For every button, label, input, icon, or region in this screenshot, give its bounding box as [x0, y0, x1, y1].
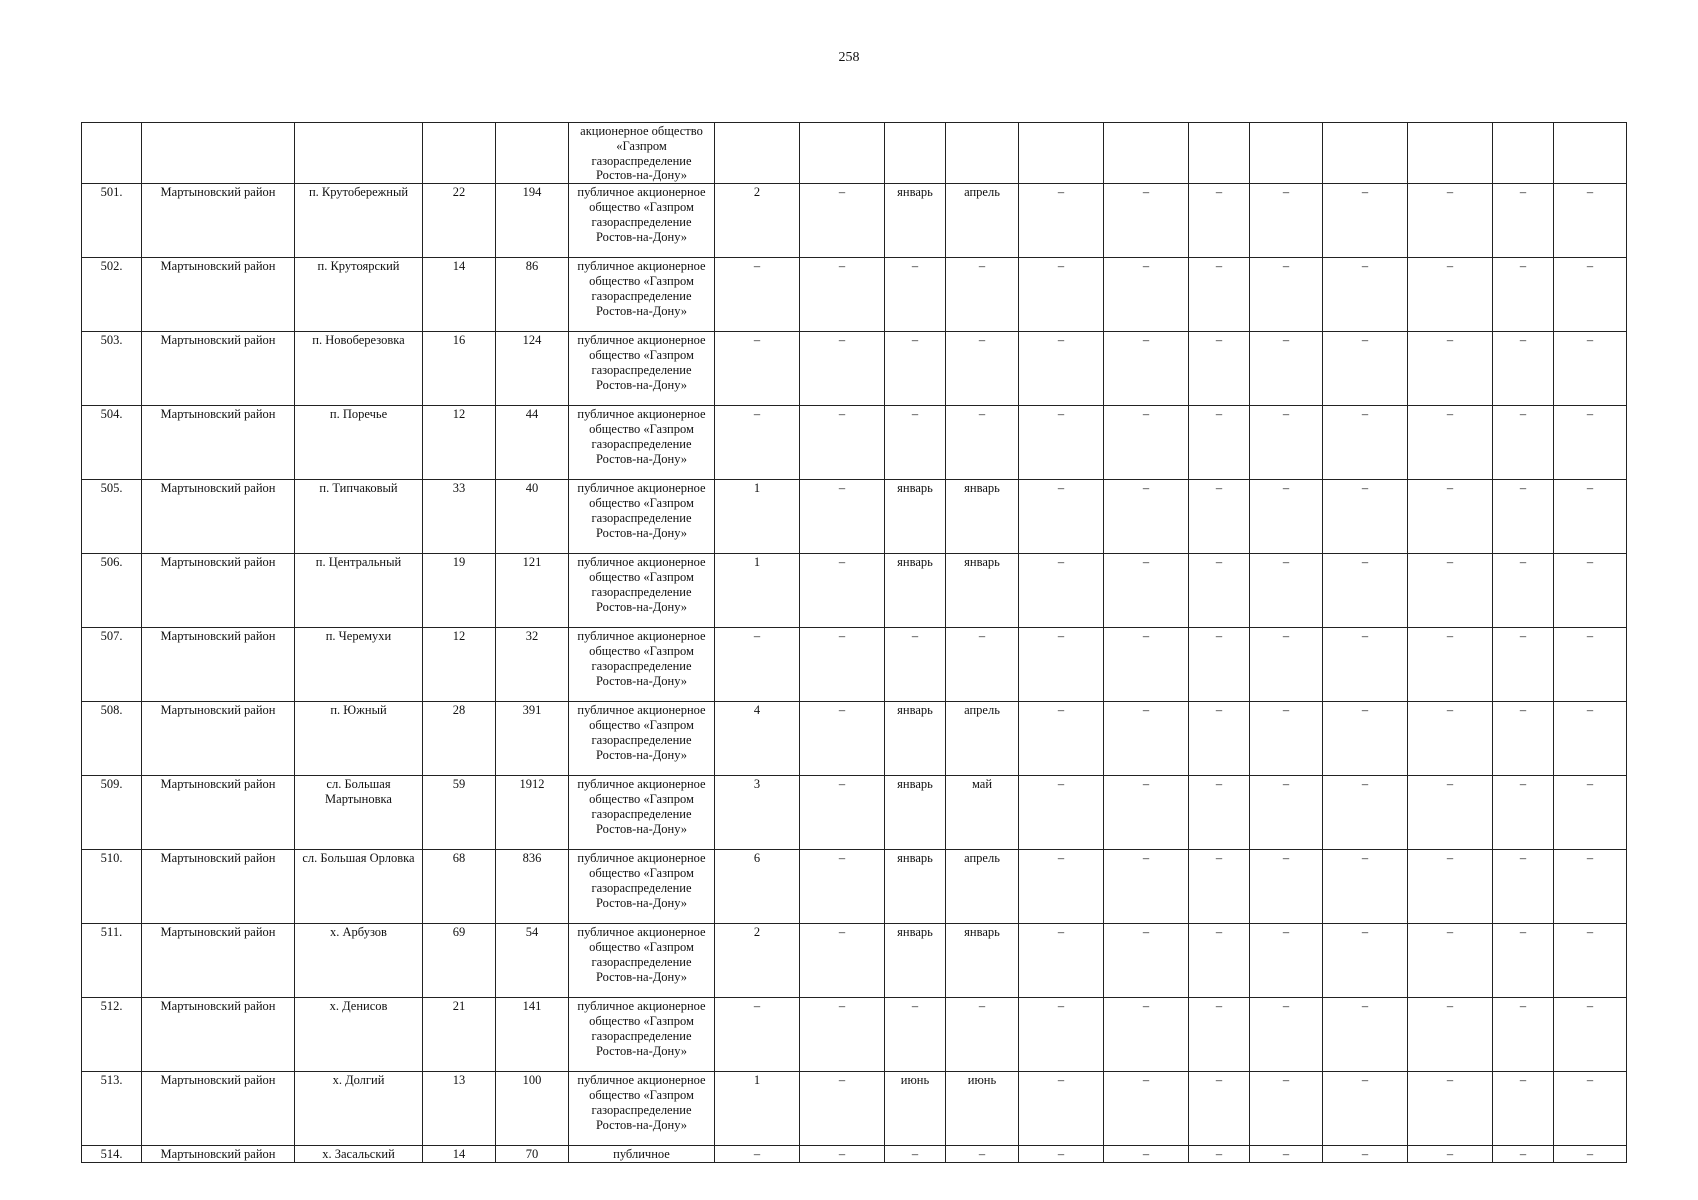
cell-col13: – [1189, 1072, 1250, 1146]
cell-organization: публичное акционерное общество «Газпром газораспределение Ростов-на-Дону» [569, 406, 715, 480]
table-row [82, 258, 1627, 332]
cell-settlement: п. Центральный [295, 554, 423, 628]
table-row [82, 776, 1627, 850]
cell-number: 510. [82, 850, 142, 924]
cell-organization: публичное акционерное общество «Газпром газораспределение Ростов-на-Дону» [569, 480, 715, 554]
cell-col17: – [1493, 184, 1554, 258]
cell-col8: – [800, 850, 885, 924]
cell-col13: – [1189, 628, 1250, 702]
cell-col7: 6 [715, 850, 800, 924]
cell-end-month: апрель [946, 702, 1019, 776]
table-row [82, 702, 1627, 776]
cell-start-month: – [885, 998, 946, 1072]
table-body [82, 123, 1627, 1163]
cell-col7: 3 [715, 776, 800, 850]
cell-col12: – [1104, 850, 1189, 924]
cell-col7: – [715, 998, 800, 1072]
table-row [82, 628, 1627, 702]
cell-col5: 70 [496, 1146, 569, 1163]
cell-col7: 4 [715, 702, 800, 776]
cell-number: 511. [82, 924, 142, 998]
table-row [82, 554, 1627, 628]
cell-empty [295, 123, 423, 184]
cell-col4: 59 [423, 776, 496, 850]
cell-empty [1189, 123, 1250, 184]
cell-district: Мартыновский район [142, 480, 295, 554]
page-number: 258 [838, 50, 860, 65]
cell-col15: – [1323, 554, 1408, 628]
cell-settlement: п. Новоберезовка [295, 332, 423, 406]
cell-organization: публичное акционерное общество «Газпром газораспределение Ростов-на-Дону» [569, 998, 715, 1072]
cell-number: 501. [82, 184, 142, 258]
cell-col15: – [1323, 184, 1408, 258]
cell-col16: – [1408, 850, 1493, 924]
cell-col18: – [1554, 258, 1627, 332]
cell-col8: – [800, 332, 885, 406]
cell-number: 506. [82, 554, 142, 628]
cell-col11: – [1019, 702, 1104, 776]
cell-col5: 141 [496, 998, 569, 1072]
cell-col17: – [1493, 924, 1554, 998]
cell-col8: – [800, 628, 885, 702]
cell-col4: 69 [423, 924, 496, 998]
cell-district: Мартыновский район [142, 850, 295, 924]
cell-col16: – [1408, 184, 1493, 258]
cell-settlement: х. Долгий [295, 1072, 423, 1146]
table-row [82, 1072, 1627, 1146]
cell-settlement: п. Поречье [295, 406, 423, 480]
cell-col5: 836 [496, 850, 569, 924]
cell-settlement: п. Крутобережный [295, 184, 423, 258]
cell-col5: 40 [496, 480, 569, 554]
cell-col17: – [1493, 480, 1554, 554]
cell-district: Мартыновский район [142, 776, 295, 850]
cell-col4: 13 [423, 1072, 496, 1146]
cell-settlement: сл. Большая Орловка [295, 850, 423, 924]
cell-empty [1554, 123, 1627, 184]
cell-number: 502. [82, 258, 142, 332]
cell-col4: 14 [423, 1146, 496, 1163]
cell-number: 505. [82, 480, 142, 554]
cell-start-month: январь [885, 480, 946, 554]
cell-col17: – [1493, 1072, 1554, 1146]
cell-col13: – [1189, 184, 1250, 258]
cell-col4: 16 [423, 332, 496, 406]
cell-col13: – [1189, 998, 1250, 1072]
cell-start-month: январь [885, 554, 946, 628]
cell-col4: 21 [423, 998, 496, 1072]
cell-district: Мартыновский район [142, 184, 295, 258]
cell-col14: – [1250, 850, 1323, 924]
cell-start-month: январь [885, 776, 946, 850]
cell-empty [496, 123, 569, 184]
cell-col16: – [1408, 776, 1493, 850]
cell-end-month: апрель [946, 850, 1019, 924]
cell-col15: – [1323, 406, 1408, 480]
cell-col8: – [800, 1146, 885, 1163]
cell-organization: публичное акционерное общество «Газпром газораспределение Ростов-на-Дону» [569, 258, 715, 332]
cell-col5: 124 [496, 332, 569, 406]
cell-col17: – [1493, 776, 1554, 850]
cell-organization: публичное акционерное общество «Газпром газораспределение Ростов-на-Дону» [569, 924, 715, 998]
cell-district: Мартыновский район [142, 1146, 295, 1163]
table-row [82, 480, 1627, 554]
cell-empty [1323, 123, 1408, 184]
cell-col12: – [1104, 1072, 1189, 1146]
cell-district: Мартыновский район [142, 1072, 295, 1146]
cell-col11: – [1019, 776, 1104, 850]
cell-col13: – [1189, 406, 1250, 480]
cell-col17: – [1493, 258, 1554, 332]
cell-end-month: – [946, 998, 1019, 1072]
data-table [81, 122, 1627, 1163]
cell-end-month: – [946, 332, 1019, 406]
cell-district: Мартыновский район [142, 924, 295, 998]
cell-col7: 1 [715, 1072, 800, 1146]
cell-col15: – [1323, 924, 1408, 998]
cell-col16: – [1408, 998, 1493, 1072]
cell-col17: – [1493, 406, 1554, 480]
cell-col18: – [1554, 776, 1627, 850]
cell-col14: – [1250, 554, 1323, 628]
cell-number: 513. [82, 1072, 142, 1146]
cell-col14: – [1250, 924, 1323, 998]
cell-col17: – [1493, 332, 1554, 406]
cell-col4: 22 [423, 184, 496, 258]
cell-col13: – [1189, 554, 1250, 628]
cell-col15: – [1323, 258, 1408, 332]
cell-start-month: – [885, 406, 946, 480]
cell-col8: – [800, 406, 885, 480]
cell-col8: – [800, 258, 885, 332]
cell-col5: 100 [496, 1072, 569, 1146]
cell-col8: – [800, 924, 885, 998]
cell-start-month: январь [885, 924, 946, 998]
cell-col7: – [715, 406, 800, 480]
cell-col18: – [1554, 924, 1627, 998]
cell-start-month: январь [885, 702, 946, 776]
cell-col11: – [1019, 406, 1104, 480]
cell-start-month: – [885, 1146, 946, 1163]
cell-col13: – [1189, 702, 1250, 776]
cell-col14: – [1250, 258, 1323, 332]
cell-col5: 44 [496, 406, 569, 480]
table-row [82, 998, 1627, 1072]
cell-col16: – [1408, 702, 1493, 776]
cell-col14: – [1250, 332, 1323, 406]
table-row [82, 1146, 1627, 1163]
cell-organization: публичное акционерное общество «Газпром газораспределение Ростов-на-Дону» [569, 554, 715, 628]
cell-col5: 86 [496, 258, 569, 332]
cell-col4: 19 [423, 554, 496, 628]
cell-col12: – [1104, 924, 1189, 998]
cell-settlement: х. Засальский [295, 1146, 423, 1163]
cell-col13: – [1189, 776, 1250, 850]
cell-organization: акционерное общество «Газпром газораспределение Ростов-на-Дону» [569, 123, 715, 184]
cell-col17: – [1493, 702, 1554, 776]
table-row [82, 332, 1627, 406]
cell-col18: – [1554, 480, 1627, 554]
cell-end-month: июнь [946, 1072, 1019, 1146]
cell-col13: – [1189, 258, 1250, 332]
cell-col17: – [1493, 850, 1554, 924]
cell-col4: 12 [423, 628, 496, 702]
cell-col17: – [1493, 628, 1554, 702]
cell-organization: публичное [569, 1146, 715, 1163]
cell-col12: – [1104, 554, 1189, 628]
cell-col11: – [1019, 480, 1104, 554]
cell-organization: публичное акционерное общество «Газпром газораспределение Ростов-на-Дону» [569, 184, 715, 258]
cell-col7: 2 [715, 184, 800, 258]
cell-col15: – [1323, 776, 1408, 850]
cell-col15: – [1323, 1146, 1408, 1163]
cell-district: Мартыновский район [142, 554, 295, 628]
cell-col14: – [1250, 1072, 1323, 1146]
cell-col12: – [1104, 998, 1189, 1072]
cell-col7: – [715, 628, 800, 702]
cell-col17: – [1493, 554, 1554, 628]
cell-col4: 68 [423, 850, 496, 924]
cell-end-month: апрель [946, 184, 1019, 258]
cell-end-month: – [946, 406, 1019, 480]
cell-col7: 2 [715, 924, 800, 998]
cell-col16: – [1408, 480, 1493, 554]
cell-empty [423, 123, 496, 184]
cell-col15: – [1323, 332, 1408, 406]
cell-empty [142, 123, 295, 184]
cell-col18: – [1554, 702, 1627, 776]
cell-col4: 12 [423, 406, 496, 480]
cell-col15: – [1323, 998, 1408, 1072]
cell-col13: – [1189, 1146, 1250, 1163]
cell-empty [1019, 123, 1104, 184]
cell-organization: публичное акционерное общество «Газпром газораспределение Ростов-на-Дону» [569, 1072, 715, 1146]
cell-col4: 14 [423, 258, 496, 332]
cell-start-month: январь [885, 850, 946, 924]
cell-col16: – [1408, 1146, 1493, 1163]
cell-number: 503. [82, 332, 142, 406]
cell-empty [82, 123, 142, 184]
cell-end-month: – [946, 1146, 1019, 1163]
cell-col18: – [1554, 850, 1627, 924]
cell-empty [715, 123, 800, 184]
cell-col18: – [1554, 332, 1627, 406]
cell-col14: – [1250, 702, 1323, 776]
cell-col16: – [1408, 628, 1493, 702]
cell-col7: 1 [715, 480, 800, 554]
cell-district: Мартыновский район [142, 998, 295, 1072]
cell-col12: – [1104, 406, 1189, 480]
cell-col5: 32 [496, 628, 569, 702]
table-row [82, 184, 1627, 258]
cell-col7: – [715, 332, 800, 406]
cell-col16: – [1408, 406, 1493, 480]
cell-col15: – [1323, 628, 1408, 702]
cell-number: 507. [82, 628, 142, 702]
cell-district: Мартыновский район [142, 406, 295, 480]
cell-district: Мартыновский район [142, 332, 295, 406]
cell-col18: – [1554, 628, 1627, 702]
cell-empty [946, 123, 1019, 184]
table-row [82, 850, 1627, 924]
cell-district: Мартыновский район [142, 628, 295, 702]
cell-start-month: июнь [885, 1072, 946, 1146]
cell-empty [885, 123, 946, 184]
cell-col8: – [800, 776, 885, 850]
cell-col14: – [1250, 184, 1323, 258]
cell-col12: – [1104, 332, 1189, 406]
cell-col11: – [1019, 554, 1104, 628]
table-row [82, 406, 1627, 480]
table-row [82, 924, 1627, 998]
cell-col16: – [1408, 258, 1493, 332]
cell-col14: – [1250, 406, 1323, 480]
cell-col11: – [1019, 184, 1104, 258]
cell-col18: – [1554, 998, 1627, 1072]
cell-col7: 1 [715, 554, 800, 628]
cell-col5: 54 [496, 924, 569, 998]
cell-col13: – [1189, 332, 1250, 406]
cell-col14: – [1250, 480, 1323, 554]
cell-col7: – [715, 1146, 800, 1163]
cell-number: 508. [82, 702, 142, 776]
cell-col11: – [1019, 850, 1104, 924]
cell-col14: – [1250, 628, 1323, 702]
cell-col4: 28 [423, 702, 496, 776]
cell-col15: – [1323, 850, 1408, 924]
cell-district: Мартыновский район [142, 258, 295, 332]
cell-organization: публичное акционерное общество «Газпром газораспределение Ростов-на-Дону» [569, 702, 715, 776]
cell-start-month: – [885, 258, 946, 332]
cell-col16: – [1408, 332, 1493, 406]
cell-number: 514. [82, 1146, 142, 1163]
cell-col12: – [1104, 480, 1189, 554]
cell-col11: – [1019, 924, 1104, 998]
cell-col14: – [1250, 998, 1323, 1072]
cell-end-month: май [946, 776, 1019, 850]
cell-col11: – [1019, 998, 1104, 1072]
cell-col18: – [1554, 1072, 1627, 1146]
cell-col8: – [800, 480, 885, 554]
cell-empty [1250, 123, 1323, 184]
cell-col8: – [800, 554, 885, 628]
cell-col4: 33 [423, 480, 496, 554]
cell-col16: – [1408, 924, 1493, 998]
cell-number: 504. [82, 406, 142, 480]
cell-empty [1104, 123, 1189, 184]
cell-col11: – [1019, 332, 1104, 406]
cell-col7: – [715, 258, 800, 332]
cell-col14: – [1250, 776, 1323, 850]
cell-col11: – [1019, 1072, 1104, 1146]
cell-number: 512. [82, 998, 142, 1072]
cell-col12: – [1104, 702, 1189, 776]
cell-col18: – [1554, 184, 1627, 258]
cell-col18: – [1554, 1146, 1627, 1163]
cell-col14: – [1250, 1146, 1323, 1163]
cell-start-month: январь [885, 184, 946, 258]
cell-end-month: январь [946, 924, 1019, 998]
cell-col5: 391 [496, 702, 569, 776]
cell-empty [1408, 123, 1493, 184]
cell-col15: – [1323, 1072, 1408, 1146]
cell-organization: публичное акционерное общество «Газпром газораспределение Ростов-на-Дону» [569, 628, 715, 702]
cell-col11: – [1019, 628, 1104, 702]
cell-number: 509. [82, 776, 142, 850]
cell-end-month: – [946, 258, 1019, 332]
cell-settlement: п. Черемухи [295, 628, 423, 702]
cell-settlement: п. Южный [295, 702, 423, 776]
cell-district: Мартыновский район [142, 702, 295, 776]
cell-col18: – [1554, 554, 1627, 628]
cell-col8: – [800, 702, 885, 776]
cell-col8: – [800, 1072, 885, 1146]
cell-start-month: – [885, 332, 946, 406]
cell-col5: 194 [496, 184, 569, 258]
cell-col5: 121 [496, 554, 569, 628]
cell-col16: – [1408, 554, 1493, 628]
cell-col5: 1912 [496, 776, 569, 850]
cell-end-month: январь [946, 480, 1019, 554]
cell-col12: – [1104, 776, 1189, 850]
cell-col11: – [1019, 1146, 1104, 1163]
cell-col12: – [1104, 184, 1189, 258]
cell-col16: – [1408, 1072, 1493, 1146]
cell-col15: – [1323, 702, 1408, 776]
cell-start-month: – [885, 628, 946, 702]
cell-col18: – [1554, 406, 1627, 480]
cell-col8: – [800, 184, 885, 258]
cell-col11: – [1019, 258, 1104, 332]
cell-col12: – [1104, 1146, 1189, 1163]
cell-settlement: сл. Большая Мартыновка [295, 776, 423, 850]
cell-empty [1493, 123, 1554, 184]
cell-end-month: январь [946, 554, 1019, 628]
cell-settlement: х. Денисов [295, 998, 423, 1072]
cell-col13: – [1189, 924, 1250, 998]
cell-empty [800, 123, 885, 184]
cell-col12: – [1104, 258, 1189, 332]
cell-settlement: х. Арбузов [295, 924, 423, 998]
cell-settlement: п. Типчаковый [295, 480, 423, 554]
cell-organization: публичное акционерное общество «Газпром газораспределение Ростов-на-Дону» [569, 332, 715, 406]
cell-col15: – [1323, 480, 1408, 554]
table-row-continuation [82, 123, 1627, 184]
cell-col12: – [1104, 628, 1189, 702]
cell-col17: – [1493, 1146, 1554, 1163]
cell-settlement: п. Крутоярский [295, 258, 423, 332]
cell-col8: – [800, 998, 885, 1072]
cell-col17: – [1493, 998, 1554, 1072]
cell-col13: – [1189, 850, 1250, 924]
cell-organization: публичное акционерное общество «Газпром газораспределение Ростов-на-Дону» [569, 850, 715, 924]
cell-organization: публичное акционерное общество «Газпром газораспределение Ростов-на-Дону» [569, 776, 715, 850]
cell-col13: – [1189, 480, 1250, 554]
cell-end-month: – [946, 628, 1019, 702]
